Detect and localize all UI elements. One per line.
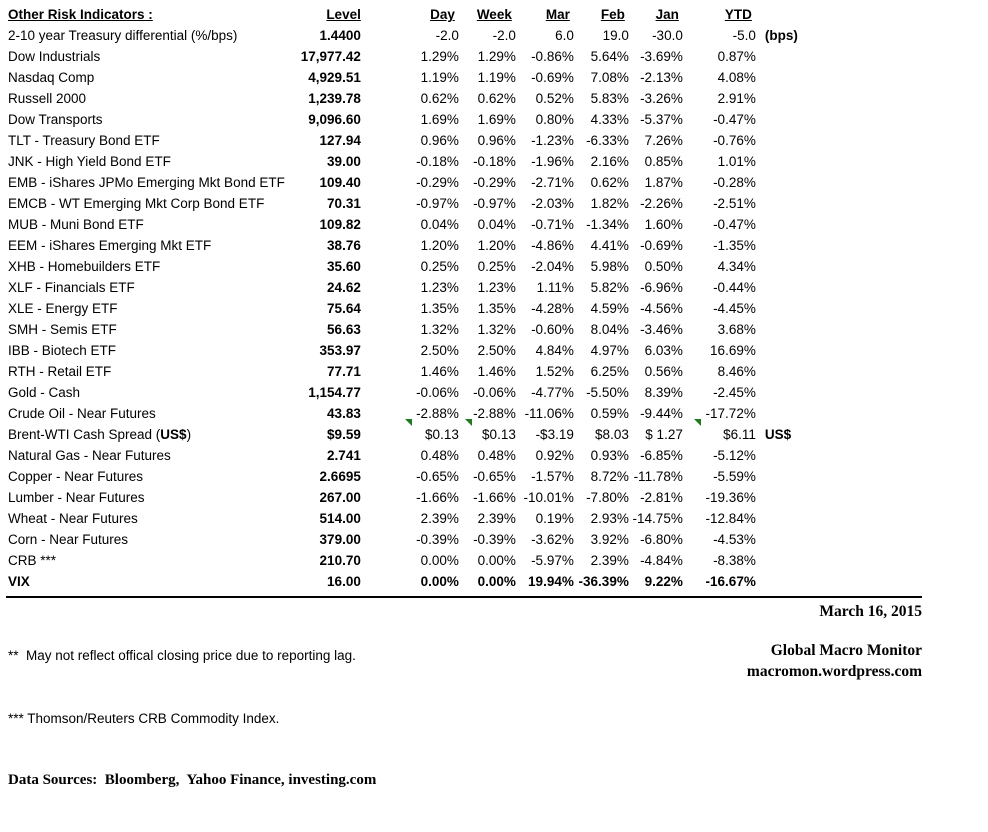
cell-feb: -1.34% (586, 217, 629, 232)
cell-comment-flag-icon (405, 419, 412, 426)
cell-mar: 0.52% (535, 91, 574, 106)
table-row (8, 487, 811, 508)
table-row (8, 25, 811, 46)
brand-url: macromon.wordpress.com (746, 663, 922, 680)
table-row (8, 256, 811, 277)
cell-ytd: 4.08% (717, 70, 756, 85)
cell-day: 1.20% (420, 238, 459, 253)
cell-ytd: -5.12% (713, 448, 756, 463)
cell-note (756, 298, 811, 319)
indicator-name: CRB *** (8, 553, 57, 568)
table-row (8, 550, 811, 571)
cell-level: 379.00 (319, 532, 361, 547)
cell-feb: 7.08% (590, 70, 629, 85)
cell-week: 1.20% (477, 238, 516, 253)
cell-week: 0.62% (477, 91, 516, 106)
cell-jan: -30.0 (652, 28, 683, 43)
cell-jan: -6.80% (640, 532, 683, 547)
indicator-name: 2-10 year Treasury differential (%/bps) (8, 28, 238, 43)
cell-feb: 4.33% (590, 112, 629, 127)
indicator-name: Wheat - Near Futures (8, 511, 138, 526)
col-header-note (756, 4, 811, 25)
cell-jan: -3.69% (640, 49, 683, 64)
indicator-name: EMB - iShares JPMo Emerging Mkt Bond ETF (8, 175, 285, 190)
cell-level: 9,096.60 (308, 112, 361, 127)
cell-week: 0.96% (477, 133, 516, 148)
cell-feb: 5.82% (590, 280, 629, 295)
cell-mar: -0.86% (531, 49, 574, 64)
table-row (8, 424, 811, 445)
table-body (8, 25, 811, 592)
cell-note (756, 340, 811, 361)
risk-indicators-table (8, 4, 811, 592)
cell-week: 0.25% (477, 259, 516, 274)
indicator-name: VIX (8, 574, 30, 589)
cell-level: 75.64 (327, 301, 361, 316)
cell-ytd: -5.0 (732, 28, 756, 43)
cell-week: -2.0 (492, 28, 516, 43)
cell-level: 16.00 (327, 574, 361, 589)
cell-level: 109.40 (319, 175, 361, 190)
indicator-name: Dow Industrials (8, 49, 101, 64)
cell-mar: 0.92% (535, 448, 574, 463)
cell-ytd: -19.36% (705, 490, 756, 505)
cell-level: 39.00 (327, 154, 361, 169)
cell-jan: -3.26% (640, 91, 683, 106)
cell-ytd: -8.38% (713, 553, 756, 568)
cell-jan: 7.26% (644, 133, 683, 148)
cell-ytd: -5.59% (713, 469, 756, 484)
cell-jan: -3.46% (640, 322, 683, 337)
cell-level: 127.94 (319, 133, 361, 148)
cell-note: US$ (764, 427, 792, 442)
cell-level: 1,239.78 (308, 91, 361, 106)
col-header-day: Day (430, 7, 455, 22)
cell-ytd: -2.45% (713, 385, 756, 400)
footnote-reporting-lag: ** May not reflect offical closing price due to reporting lag. (8, 648, 356, 663)
indicator-name: JNK - High Yield Bond ETF (8, 154, 171, 169)
cell-week: 1.46% (477, 364, 516, 379)
table-row (8, 193, 811, 214)
indicator-name: Nasdaq Comp (8, 70, 95, 85)
col-header-feb: Feb (600, 7, 625, 22)
cell-jan: -2.13% (640, 70, 683, 85)
cell-week: 1.19% (477, 70, 516, 85)
cell-feb: 0.93% (590, 448, 629, 463)
cell-note (756, 193, 811, 214)
cell-day: 0.00% (420, 553, 459, 568)
col-header-mar: Mar (545, 7, 570, 22)
indicator-name: Crude Oil - Near Futures (8, 406, 156, 421)
cell-feb: 4.97% (590, 343, 629, 358)
cell-level: 38.76 (327, 238, 361, 253)
indicator-name: Gold - Cash (8, 385, 81, 400)
cell-day: 1.46% (420, 364, 459, 379)
table-row (8, 445, 811, 466)
cell-mar: -1.96% (531, 154, 574, 169)
cell-day: 1.32% (420, 322, 459, 337)
cell-note (756, 151, 811, 172)
brand-name: Global Macro Monitor (770, 642, 922, 659)
cell-ytd: -0.76% (713, 133, 756, 148)
cell-jan: -11.78% (633, 469, 683, 484)
cell-jan: 9.22% (644, 574, 683, 589)
cell-mar: -4.86% (531, 238, 574, 253)
cell-note (756, 445, 811, 466)
footnote-crb-index: *** Thomson/Reuters CRB Commodity Index. (8, 711, 280, 726)
cell-mar: -4.28% (531, 301, 574, 316)
cell-note (756, 508, 811, 529)
cell-jan: -4.56% (640, 301, 683, 316)
cell-week: 1.69% (477, 112, 516, 127)
cell-note (756, 487, 811, 508)
table-row (8, 340, 811, 361)
cell-note (756, 529, 811, 550)
cell-note (756, 571, 811, 592)
cell-note (756, 550, 811, 571)
cell-jan: 6.03% (644, 343, 683, 358)
table-row (8, 46, 811, 67)
table-row (8, 571, 811, 592)
indicator-name: Brent-WTI Cash Spread (US$) (8, 427, 192, 442)
cell-level: 4,929.51 (308, 70, 361, 85)
indicator-name: TLT - Treasury Bond ETF (8, 133, 160, 148)
cell-mar: -5.97% (531, 553, 574, 568)
indicator-name: EMCB - WT Emerging Mkt Corp Bond ETF (8, 196, 265, 211)
cell-note: (bps) (764, 28, 798, 43)
report-date: March 16, 2015 (819, 603, 922, 620)
cell-level: 43.83 (327, 406, 361, 421)
table-row (8, 298, 811, 319)
cell-day: 2.50% (420, 343, 459, 358)
cell-comment-flag-icon (465, 419, 472, 426)
cell-day: 0.62% (420, 91, 459, 106)
report-stamp (747, 603, 922, 682)
cell-note (756, 382, 811, 403)
cell-week: 0.00% (477, 574, 516, 589)
cell-feb: 2.93% (590, 511, 629, 526)
cell-day: 0.48% (420, 448, 459, 463)
cell-mar: 1.11% (536, 280, 574, 295)
cell-jan: $ 1.27 (645, 427, 683, 442)
cell-day: 0.96% (420, 133, 459, 148)
cell-day: 1.19% (420, 70, 459, 85)
cell-week: -0.97% (473, 196, 516, 211)
bottom-rule (6, 596, 922, 598)
cell-ytd: 3.68% (717, 322, 756, 337)
indicator-name: Dow Transports (8, 112, 103, 127)
cell-mar: -1.23% (531, 133, 574, 148)
cell-feb: -5.50% (586, 385, 629, 400)
cell-week: -2.88% (473, 406, 516, 421)
cell-week: -0.06% (473, 385, 516, 400)
cell-jan: -4.84% (640, 553, 683, 568)
cell-mar: -1.57% (531, 469, 574, 484)
cell-ytd: -0.28% (713, 175, 756, 190)
indicator-name: Copper - Near Futures (8, 469, 144, 484)
cell-ytd: $6.11 (683, 424, 756, 445)
cell-level: 109.82 (319, 217, 361, 232)
indicator-name: Natural Gas - Near Futures (8, 448, 171, 463)
cell-note (756, 172, 811, 193)
cell-level: 77.71 (327, 364, 361, 379)
cell-ytd: -12.84% (705, 511, 756, 526)
cell-level: 35.60 (327, 259, 361, 274)
table-row (8, 214, 811, 235)
cell-week: $0.13 (459, 424, 516, 445)
cell-jan: -2.26% (640, 196, 683, 211)
cell-day: 2.39% (420, 511, 459, 526)
cell-note (756, 361, 811, 382)
col-header-indicators: Other Risk Indicators : (8, 7, 153, 22)
cell-mar: -3.62% (531, 532, 574, 547)
cell-week: -0.18% (473, 154, 516, 169)
cell-jan: 1.60% (644, 217, 683, 232)
cell-feb: 19.0 (602, 28, 629, 43)
cell-week: 0.04% (477, 217, 516, 232)
cell-level: 267.00 (319, 490, 361, 505)
cell-mar: 19.94% (528, 574, 574, 589)
cell-day: -0.39% (416, 532, 459, 547)
cell-mar: -$3.19 (535, 427, 574, 442)
cell-mar: 1.52% (535, 364, 574, 379)
cell-jan: 0.56% (644, 364, 683, 379)
cell-day: -1.66% (416, 490, 459, 505)
cell-level: 2.741 (327, 448, 361, 463)
cell-feb: 2.39% (590, 553, 629, 568)
indicator-name: XHB - Homebuilders ETF (8, 259, 161, 274)
cell-jan: -14.75% (632, 511, 683, 526)
cell-day: -0.18% (416, 154, 459, 169)
cell-comment-flag-icon (694, 419, 701, 426)
cell-ytd: -16.67% (705, 574, 756, 589)
cell-week: 1.35% (477, 301, 516, 316)
cell-jan: -2.81% (640, 490, 683, 505)
cell-note (756, 67, 811, 88)
cell-note (756, 466, 811, 487)
cell-feb: 5.83% (590, 91, 629, 106)
cell-ytd: -17.72% (705, 406, 756, 421)
cell-day: 1.35% (420, 301, 459, 316)
cell-feb: 6.25% (590, 364, 629, 379)
cell-day: -0.97% (416, 196, 459, 211)
cell-jan: 0.50% (644, 259, 683, 274)
cell-feb: 5.64% (590, 49, 629, 64)
cell-feb: 4.59% (590, 301, 629, 316)
table-row (8, 361, 811, 382)
indicator-name: SMH - Semis ETF (8, 322, 117, 337)
cell-level: 353.97 (319, 343, 361, 358)
cell-feb: 0.59% (590, 406, 629, 421)
col-header-ytd: YTD (724, 7, 752, 22)
cell-feb: 3.92% (590, 532, 629, 547)
cell-day: -2.88% (416, 406, 459, 421)
cell-day: -0.06% (416, 385, 459, 400)
cell-week: -1.66% (473, 490, 516, 505)
cell-mar: 0.80% (535, 112, 574, 127)
cell-ytd: 0.87% (717, 49, 756, 64)
cell-week: -0.65% (473, 469, 516, 484)
cell-week: -0.39% (473, 532, 516, 547)
indicator-name: MUB - Muni Bond ETF (8, 217, 144, 232)
cell-feb: 4.41% (590, 238, 629, 253)
col-header-level: Level (326, 7, 361, 22)
cell-mar: -4.77% (531, 385, 574, 400)
data-sources: Data Sources: Bloomberg, Yahoo Finance, investing.com (8, 772, 377, 788)
cell-feb: -7.80% (586, 490, 629, 505)
indicator-name: Russell 2000 (8, 91, 87, 106)
table-row (8, 172, 811, 193)
cell-feb: 8.72% (590, 469, 629, 484)
cell-week: 1.29% (477, 49, 516, 64)
table-row (8, 130, 811, 151)
cell-mar: -0.69% (531, 70, 574, 85)
cell-week: 1.32% (477, 322, 516, 337)
indicator-name: XLE - Energy ETF (8, 301, 118, 316)
table-row (8, 529, 811, 550)
cell-note (756, 109, 811, 130)
cell-feb: 2.16% (590, 154, 629, 169)
cell-ytd: 16.69% (710, 343, 756, 358)
cell-ytd: -4.45% (713, 301, 756, 316)
cell-note (756, 214, 811, 235)
cell-mar: -0.60% (531, 322, 574, 337)
cell-level: 1.4400 (319, 28, 361, 43)
cell-week: -0.29% (473, 175, 516, 190)
col-header-jan: Jan (655, 7, 679, 22)
cell-feb: $8.03 (595, 427, 629, 442)
cell-mar: 6.0 (555, 28, 574, 43)
cell-level: $9.59 (327, 427, 361, 442)
cell-day: -0.65% (416, 469, 459, 484)
cell-jan: 8.39% (644, 385, 683, 400)
table-row (8, 508, 811, 529)
cell-week: 1.23% (477, 280, 516, 295)
cell-week: 2.50% (477, 343, 516, 358)
cell-day: 1.69% (420, 112, 459, 127)
cell-day: 1.29% (420, 49, 459, 64)
cell-feb: 8.04% (590, 322, 629, 337)
table-row (8, 109, 811, 130)
cell-note (756, 277, 811, 298)
cell-note (756, 130, 811, 151)
cell-level: 1,154.77 (308, 385, 361, 400)
cell-note (756, 46, 811, 67)
cell-feb: 1.82% (590, 196, 629, 211)
cell-jan: -6.96% (640, 280, 683, 295)
cell-level: 56.63 (327, 322, 361, 337)
cell-ytd: 8.46% (717, 364, 756, 379)
cell-ytd: -4.53% (713, 532, 756, 547)
table-row (8, 67, 811, 88)
cell-note (756, 319, 811, 340)
indicator-name: XLF - Financials ETF (8, 280, 135, 295)
table-row (8, 382, 811, 403)
table-row (8, 277, 811, 298)
cell-feb: 0.62% (590, 175, 629, 190)
cell-ytd: -2.51% (713, 196, 756, 211)
cell-jan: -5.37% (640, 112, 683, 127)
cell-feb: -6.33% (586, 133, 629, 148)
table-row (8, 466, 811, 487)
cell-day: $0.13 (361, 424, 459, 445)
risk-indicators-report (0, 4, 988, 788)
cell-week: 0.48% (477, 448, 516, 463)
table-row (8, 235, 811, 256)
cell-level: 514.00 (319, 511, 361, 526)
cell-day: 0.04% (420, 217, 459, 232)
col-header-week: Week (476, 7, 512, 22)
indicator-name: IBB - Biotech ETF (8, 343, 117, 358)
indicator-name: Corn - Near Futures (8, 532, 129, 547)
cell-note (756, 256, 811, 277)
cell-mar: -2.04% (531, 259, 574, 274)
cell-note (756, 403, 811, 424)
cell-level: 24.62 (327, 280, 361, 295)
cell-jan: 1.87% (644, 175, 683, 190)
cell-ytd: -0.44% (713, 280, 756, 295)
footnotes (8, 603, 376, 832)
cell-level: 210.70 (319, 553, 361, 568)
cell-ytd: -1.35% (713, 238, 756, 253)
cell-day: 0.25% (420, 259, 459, 274)
cell-level: 70.31 (327, 196, 361, 211)
indicator-name: Lumber - Near Futures (8, 490, 145, 505)
cell-ytd: 2.91% (717, 91, 756, 106)
cell-feb: -36.39% (578, 574, 629, 589)
table-header-row (8, 4, 811, 25)
cell-day: 1.23% (420, 280, 459, 295)
cell-week: 0.00% (477, 553, 516, 568)
indicator-name: EEM - iShares Emerging Mkt ETF (8, 238, 212, 253)
cell-ytd: 4.34% (717, 259, 756, 274)
cell-jan: -9.44% (640, 406, 683, 421)
cell-level: 2.6695 (319, 469, 361, 484)
cell-mar: -0.71% (531, 217, 574, 232)
cell-mar: 4.84% (535, 343, 574, 358)
cell-jan: 0.85% (644, 154, 683, 169)
cell-note (756, 88, 811, 109)
table-row (8, 151, 811, 172)
cell-ytd: -0.47% (713, 112, 756, 127)
cell-day: -0.29% (416, 175, 459, 190)
cell-jan: -6.85% (640, 448, 683, 463)
cell-mar: -11.06% (524, 406, 574, 421)
cell-feb: 5.98% (590, 259, 629, 274)
cell-note (756, 235, 811, 256)
cell-day: -2.0 (435, 28, 459, 43)
cell-ytd: 1.01% (717, 154, 756, 169)
cell-week: 2.39% (477, 511, 516, 526)
indicator-name: RTH - Retail ETF (8, 364, 112, 379)
header-row (8, 4, 811, 25)
table-row (8, 88, 811, 109)
table-row (8, 319, 811, 340)
cell-mar: -2.71% (531, 175, 574, 190)
cell-ytd: -0.47% (713, 217, 756, 232)
cell-mar: -10.01% (523, 490, 574, 505)
cell-day: 0.00% (420, 574, 459, 589)
cell-mar: 0.19% (535, 511, 574, 526)
cell-level: 17,977.42 (300, 49, 361, 64)
cell-mar: -2.03% (531, 196, 574, 211)
cell-jan: -0.69% (640, 238, 683, 253)
